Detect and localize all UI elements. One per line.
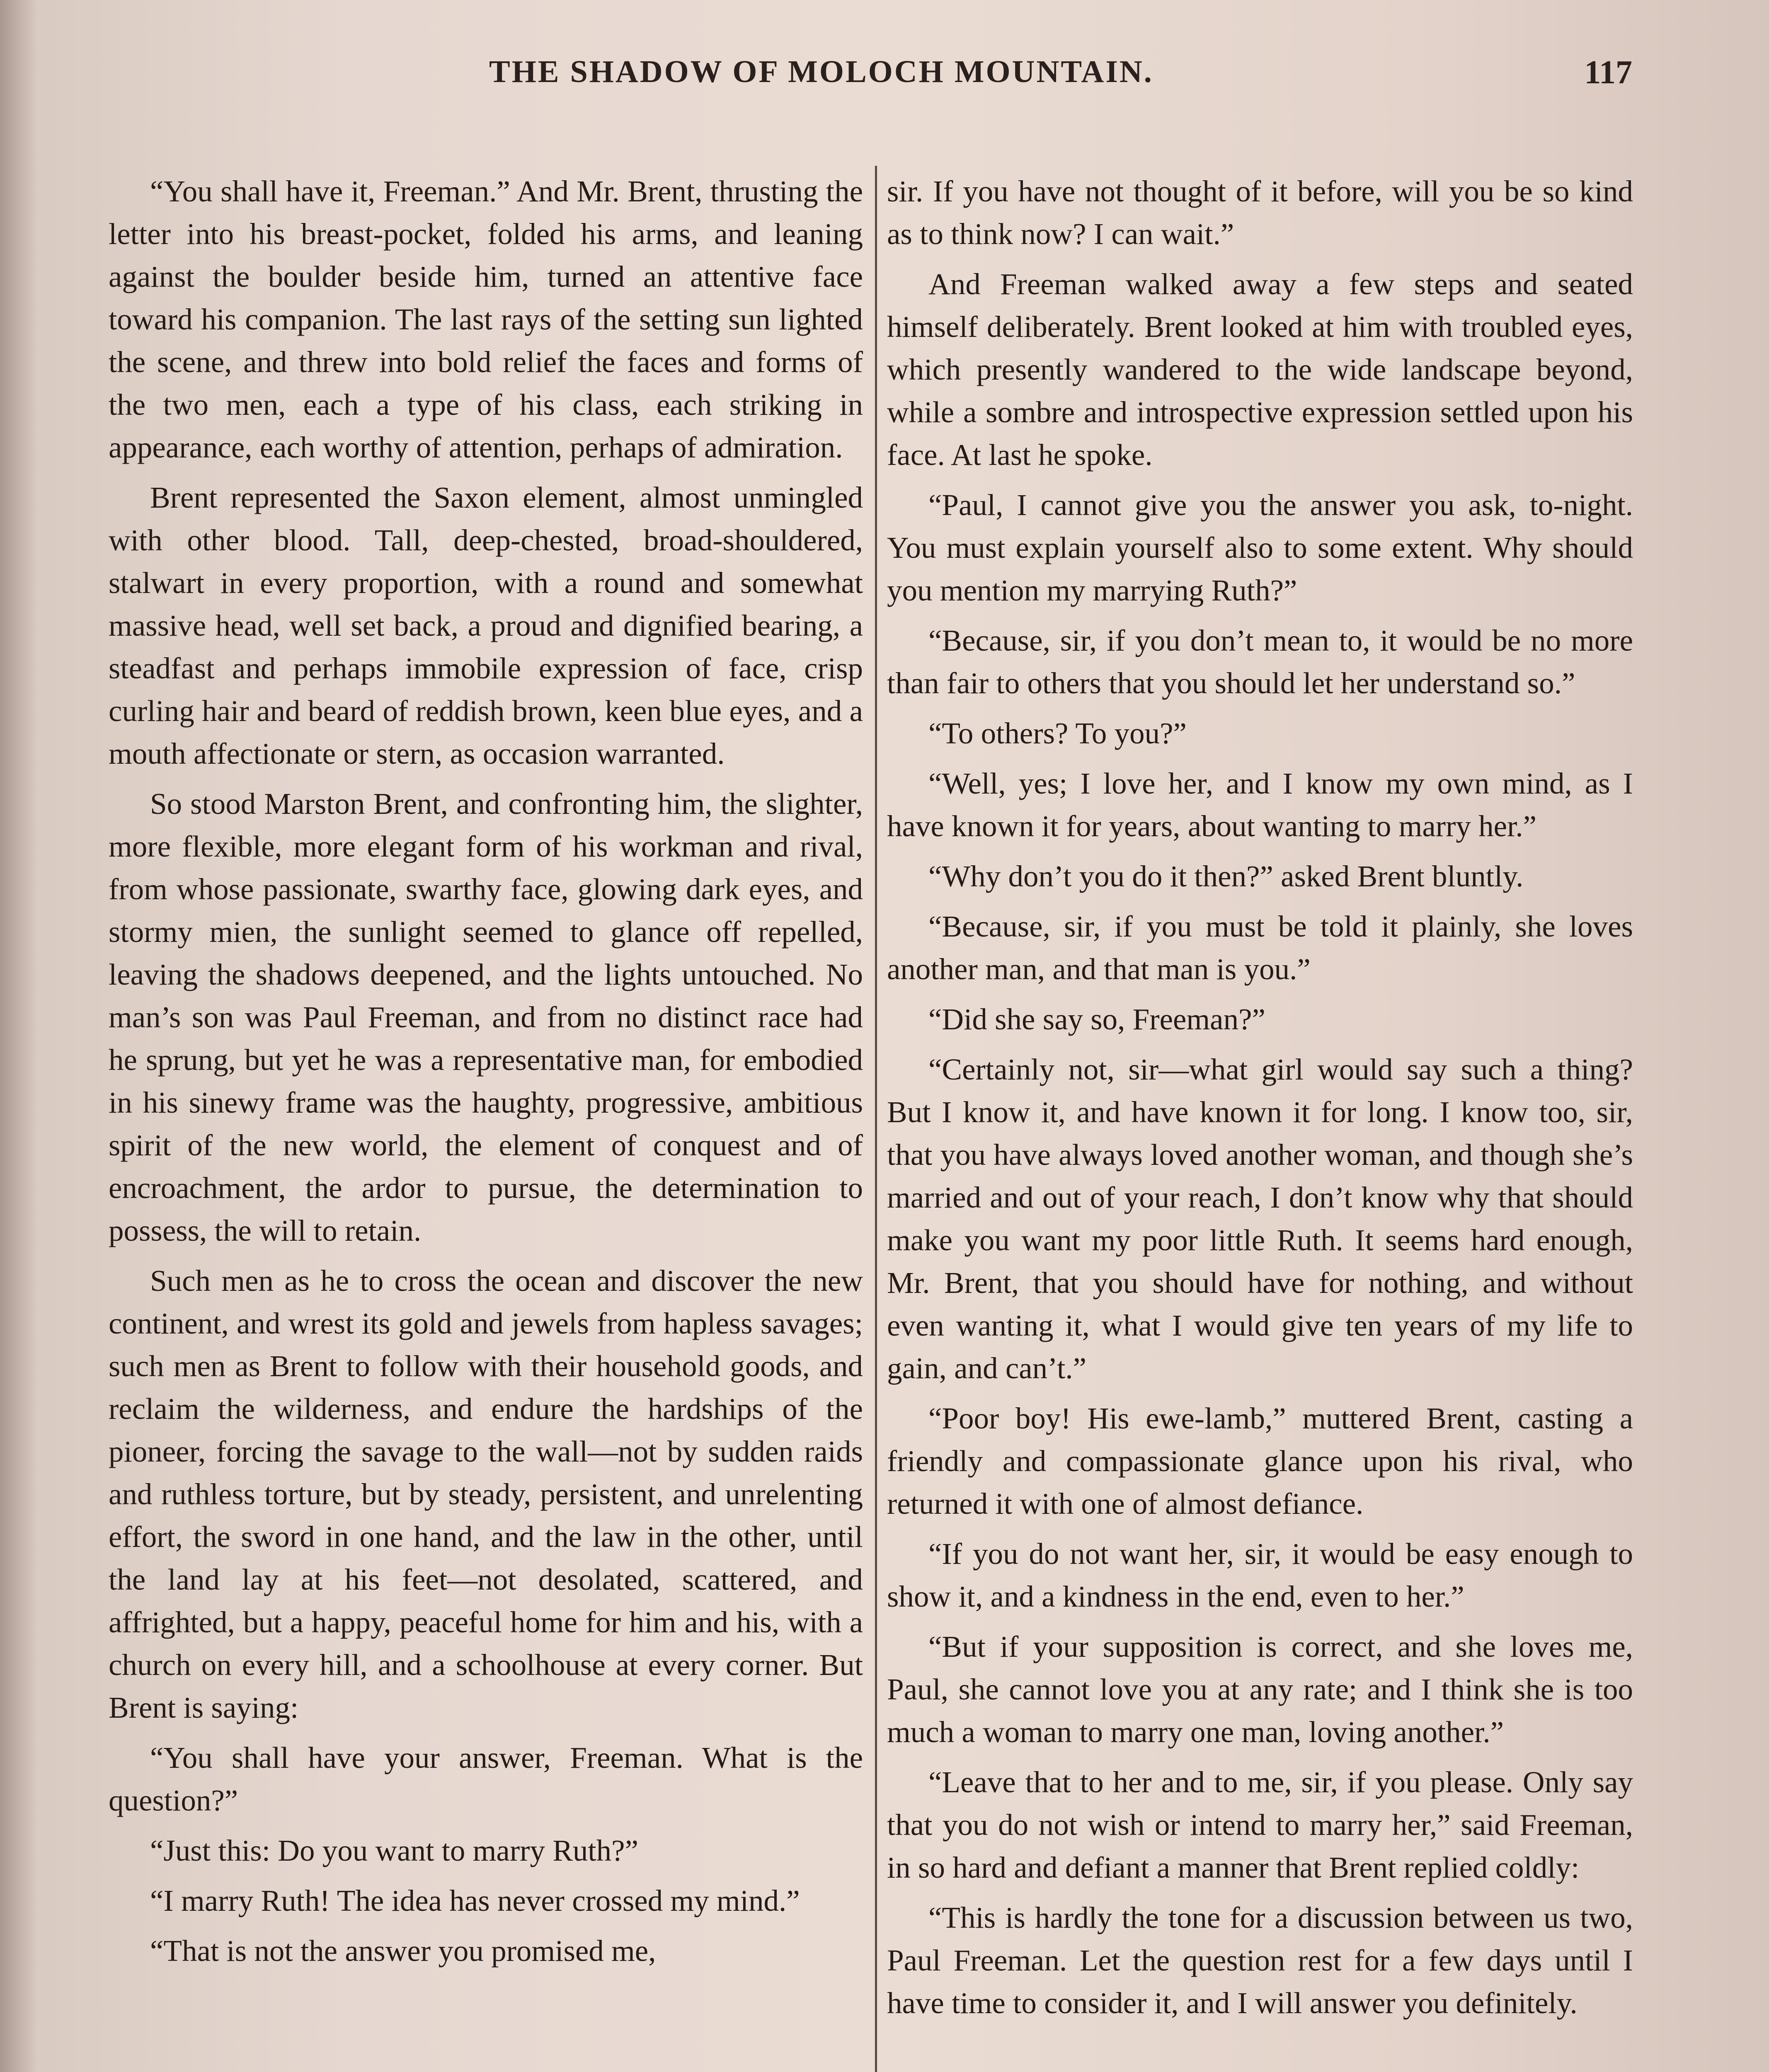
left-column — [109, 170, 863, 1980]
paragraph: “I marry Ruth! The idea has never crossed my mind.” — [150, 1884, 800, 1917]
column-divider — [875, 166, 877, 2072]
paragraph: Brent represented the Saxon element, almost unmingled with other blood. Tall, deep-chested, broad-shouldered, stalwart in every proportion, with a round and somewhat massive head, well set back, a proud and dignified bearing, a steadfast and perhaps immobile expression of face, crisp curling hair and beard of reddish brown, keen blue eyes, and a mouth affectionate or stern, as occasion warranted. — [109, 481, 863, 770]
paragraph: “But if your supposition is correct, and she loves me, Paul, she cannot love you at any rate; and I think she is too much a woman to marry one man, loving another.” — [887, 1630, 1633, 1749]
paragraph: “Certainly not, sir—what girl would say such a thing? But I know it, and have known it for long. I know too, sir, that you have always loved another woman, and though she’s married and out of your reach, I don’t know why that should make you want my poor little Ruth. It seems hard enough, Mr. Brent, that you should have for nothing, and without even wanting it, what I would give ten years of my life to gain, and can’t.” — [887, 1053, 1633, 1385]
paragraph: “Leave that to her and to me, sir, if you please. Only say that you do not wish or intend to marry her,” said Freeman, in so hard and defiant a manner that Brent replied coldly: — [887, 1765, 1633, 1884]
right-column — [887, 170, 1633, 2032]
paragraph: “Did she say so, Freeman?” — [928, 1002, 1265, 1036]
page-number: 117 — [1584, 54, 1632, 91]
paragraph: “You shall have it, Freeman.” And Mr. Brent, thrusting the letter into his breast-pocket, folded his arms, and leaning against the boulder beside him, turned an attentive face toward his companion. The last rays of the setting sun lighted the scene, and threw into bold relief the faces and forms of the two men, each a type of his class, each striking in appearance, each worthy of attention, perhaps of admiration. — [109, 174, 863, 464]
paragraph: Such men as he to cross the ocean and discover the new continent, and wrest its gold and jewels from hapless savages; such men as Brent to follow with their household goods, and reclaim the wilderness, and endure the hardships of the pioneer, forcing the savage to the wall—not by sudden raids and ruthless torture, but by steady, persistent, and unrelenting effort, the sword in one hand, and the law in the other, until the land lay at his feet—not desolated, scattered, and affrighted, but a happy, peaceful home for him and his, with a church on every hill, and a schoolhouse at every corner. But Brent is saying: — [109, 1264, 863, 1724]
paragraph: “Because, sir, if you don’t mean to, it would be no more than fair to others that you should let her understand so.” — [887, 624, 1633, 700]
paragraph: “Just this: Do you want to marry Ruth?” — [150, 1834, 638, 1867]
paragraph: “You shall have your answer, Freeman. What is the question?” — [109, 1741, 863, 1817]
running-title: THE SHADOW OF MOLOCH MOUNTAIN. — [489, 54, 1153, 89]
paragraph: “Paul, I cannot give you the answer you ask, to-night. You must explain yourself also to some extent. Why should you mention my marrying Ruth?” — [887, 488, 1633, 607]
paragraph: “Why don’t you do it then?” asked Brent bluntly. — [928, 859, 1524, 893]
paragraph: “This is hardly the tone for a discussion between us two, Paul Freeman. Let the question rest for a few days until I have time to consider it, and I will answer you definitely. — [887, 1901, 1633, 2020]
paragraph: “Because, sir, if you must be told it plainly, she loves another man, and that man is you.” — [887, 910, 1633, 986]
paragraph: “To others? To you?” — [928, 716, 1187, 750]
paragraph: “Poor boy! His ewe-lamb,” muttered Brent, casting a friendly and compassionate glance upon his rival, who returned it with one of almost defiance. — [887, 1402, 1633, 1520]
paragraph: “If you do not want her, sir, it would be easy enough to show it, and a kindness in the end, even to her.” — [887, 1537, 1633, 1613]
paragraph: So stood Marston Brent, and confronting him, the slighter, more flexible, more elegant form of his workman and rival, from whose passionate, swarthy face, glowing dark eyes, and stormy mien, the sunlight seemed to glance off repelled, leaving the shadows deepened, and the lights untouched. No man’s son was Paul Freeman, and from no distinct race had he sprung, but yet he was a representative man, for embodied in his sinewy frame was the haughty, progressive, ambitious spirit of the new world, the element of conquest and of encroachment, the ardor to pursue, the determination to possess, the will to retain. — [109, 787, 863, 1247]
paragraph: “That is not the answer you promised me, — [150, 1934, 656, 1968]
paragraph-continued: sir. If you have not thought of it before, will you be so kind as to think now? I can wait.” — [887, 174, 1633, 251]
paragraph: And Freeman walked away a few steps and seated himself deliberately. Brent looked at him with troubled eyes, which presently wandered to the wide landscape beyond, while a sombre and introspective expression settled upon his face. At last he spoke. — [887, 267, 1633, 472]
paragraph: “Well, yes; I love her, and I know my own mind, as I have known it for years, about wanting to marry her.” — [887, 767, 1633, 843]
binding-shadow — [0, 0, 37, 2072]
